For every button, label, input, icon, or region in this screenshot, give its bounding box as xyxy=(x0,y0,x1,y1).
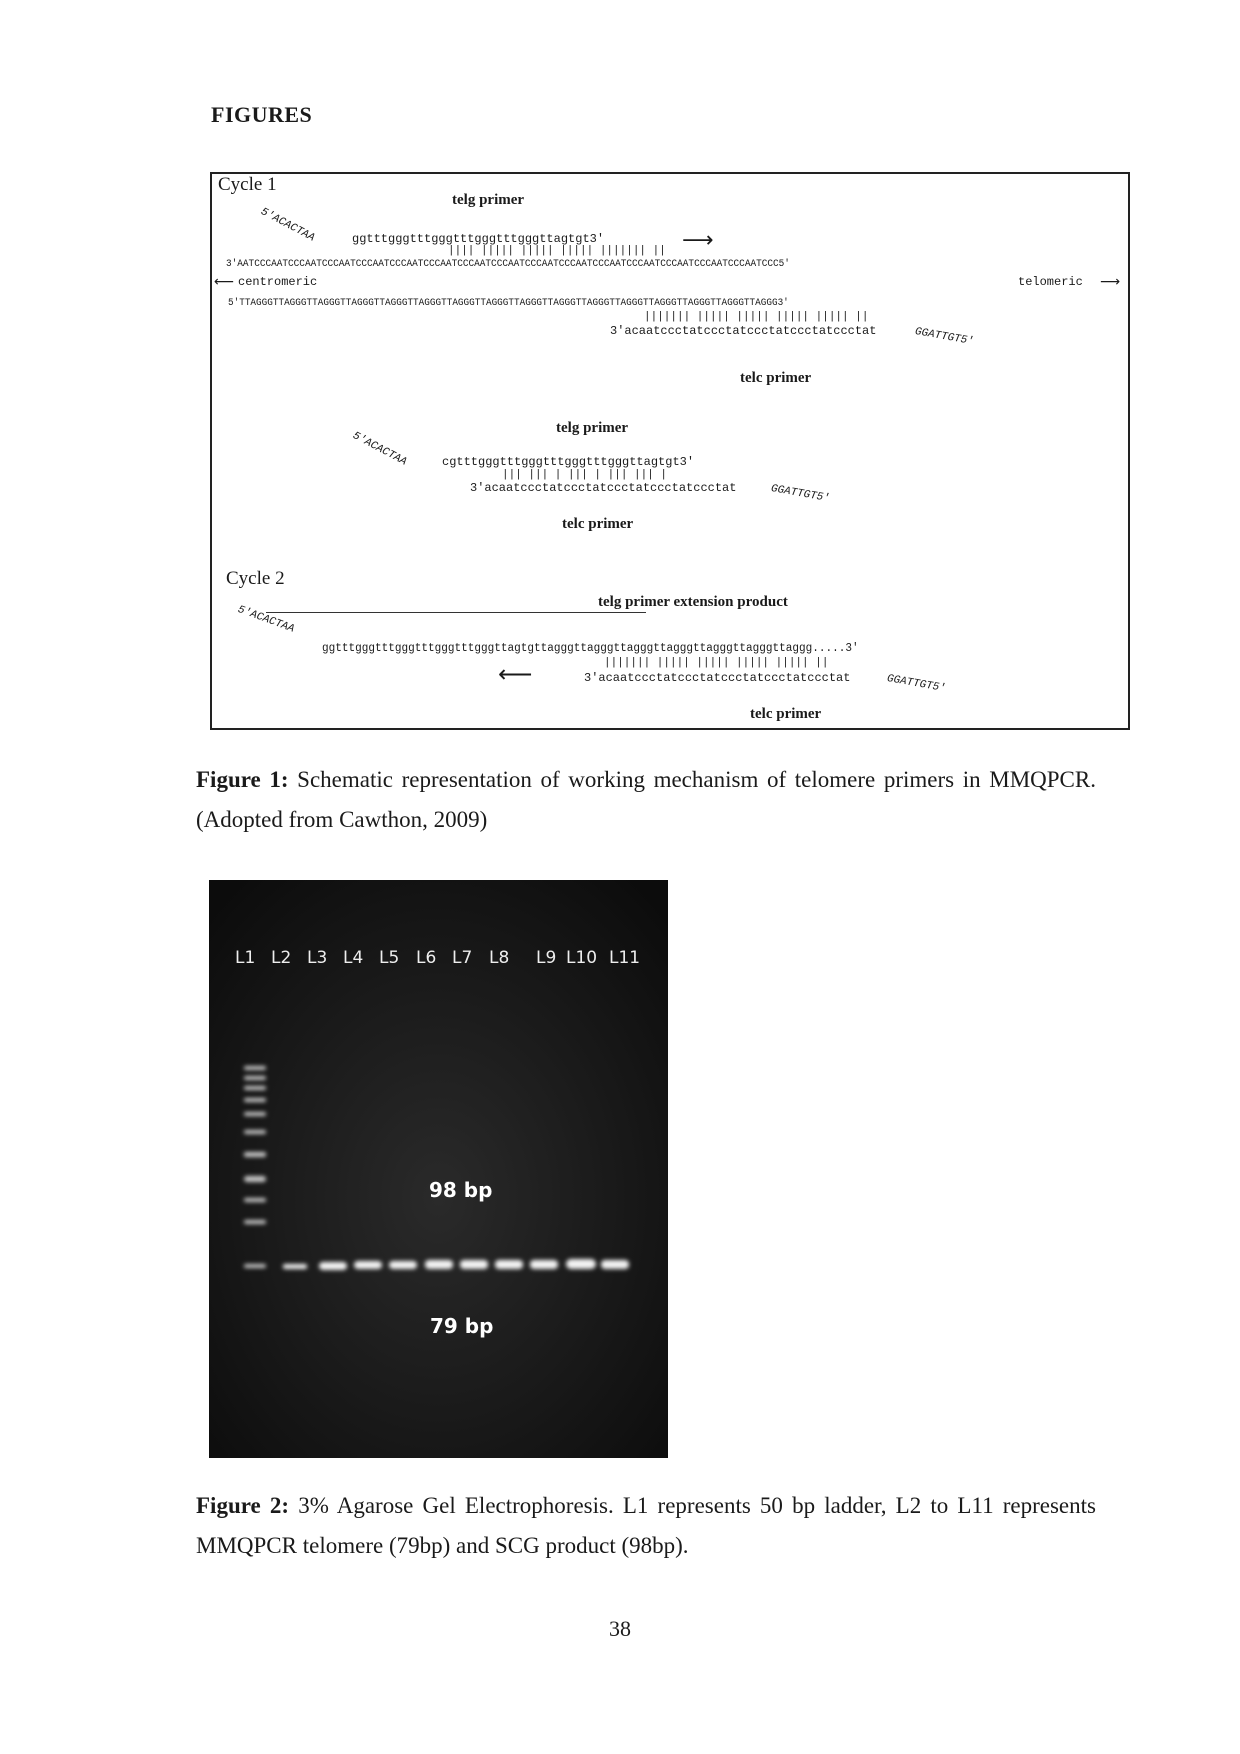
telg-primer-label: telg primer xyxy=(556,420,629,436)
lane-label-l2: L2 xyxy=(271,948,292,968)
five-prime-tail: 5'ACACTAA xyxy=(258,206,317,245)
extension-line xyxy=(266,612,646,613)
telc-tail: GGATTGT5' xyxy=(769,483,831,506)
caption-label: Figure 2: xyxy=(196,1493,290,1518)
telc-primer-label: telc primer xyxy=(750,706,822,722)
lane-label-l7: L7 xyxy=(452,948,473,968)
lane-label-l9: L9 xyxy=(536,948,557,968)
pairing-bars: ||||||| ||||| ||||| ||||| ||||| || xyxy=(644,311,869,323)
caption-text: 3% Agarose Gel Electrophoresis. L1 represents 50 bp ladder, L2 to L11 represents MMQPCR telomere (79bp) and SCG product (98bp). xyxy=(196,1493,1096,1558)
five-prime-tail: 5'ACACTAA xyxy=(235,604,296,636)
telc-sequence: 3'acaatccctatccctatccctatccctatccctat xyxy=(584,671,851,685)
telg-extension-product-label: telg primer extension product xyxy=(598,594,788,610)
lane-label-l4: L4 xyxy=(343,948,364,968)
cycle-2-label: Cycle 2 xyxy=(226,568,285,589)
figure-2-caption xyxy=(196,1486,1096,1566)
caption-text: Schematic representation of working mechanism of telomere primers in MMQPCR. (Adopted from Cawthon, 2009) xyxy=(196,767,1096,832)
telomeric-strand: 5'TTAGGGTTAGGGTTAGGGTTAGGGTTAGGGTTAGGGTTAGGGTTAGGGTTAGGGTTAGGGTTAGGGTTAGGGTTAGGGTTAGGGTTAGGGTTAGGG3' xyxy=(228,297,789,309)
telc-tail: GGATTGT5' xyxy=(913,326,975,349)
telc-sequence: 3'acaatccctatccctatccctatccctatccctat xyxy=(610,324,877,338)
figure-2-gel-image xyxy=(209,880,668,1458)
lane-label-l6: L6 xyxy=(416,948,437,968)
telomeric-label: telomeric xyxy=(1018,275,1083,289)
cycle-1-label: Cycle 1 xyxy=(218,174,277,195)
lane-label-l8: L8 xyxy=(489,948,510,968)
extension-sequence: ggtttgggtttgggtttgggtttgggttagtgttagggttagggttagggttagggttagggttagggttaggg.....3' xyxy=(322,642,859,655)
lane-label-l3: L3 xyxy=(307,948,328,968)
arrow-left-icon: ⟵ xyxy=(498,660,533,688)
lane-label-l1: L1 xyxy=(235,948,256,968)
pairing-bars: |||| ||||| ||||| ||||| ||||||| || xyxy=(448,245,666,257)
arrow-left-icon: ⟵ xyxy=(214,274,235,290)
telg-sequence: cgtttgggtttgggtttgggtttgggttagtgt3' xyxy=(442,455,695,469)
telg-sequence: ggtttgggtttgggtttgggtttgggttagtgt3' xyxy=(352,232,605,246)
telc-primer-label: telc primer xyxy=(740,370,812,386)
five-prime-tail: 5'ACACTAA xyxy=(350,430,409,469)
centromeric-strand: 3'AATCCCAATCCCAATCCCAATCCCAATCCCAATCCCAATCCCAATCCCAATCCCAATCCCAATCCCAATCCCAATCCCAATCCCAATCCCAATCCC5' xyxy=(226,258,790,270)
telc-primer-label: telc primer xyxy=(562,516,634,532)
pairing-bars: ||||||| ||||| ||||| ||||| ||||| || xyxy=(604,657,829,669)
telg-primer-label: telg primer xyxy=(452,192,525,208)
label-79-bp: 79 bp xyxy=(430,1314,494,1338)
centromeric-label: centromeric xyxy=(238,275,318,289)
figure-1-schematic xyxy=(210,172,1130,730)
section-heading: FIGURES xyxy=(211,102,313,127)
caption-label: Figure 1: xyxy=(196,767,289,792)
telc-tail: GGATTGT5' xyxy=(885,673,947,696)
label-98-bp: 98 bp xyxy=(429,1178,493,1202)
figure-1-caption xyxy=(196,760,1096,840)
lane-label-l5: L5 xyxy=(379,948,400,968)
telc-sequence: 3'acaatccctatccctatccctatccctatccctat xyxy=(470,481,737,495)
arrow-right-icon: ⟶ xyxy=(682,228,714,253)
lane-label-l11: L11 xyxy=(609,948,641,968)
lane-label-l10: L10 xyxy=(566,948,598,968)
pairing-bars: ||| ||| | ||| | ||| ||| | xyxy=(502,469,668,481)
arrow-right-icon: ⟶ xyxy=(1100,274,1121,290)
page-number: 38 xyxy=(609,1616,631,1641)
